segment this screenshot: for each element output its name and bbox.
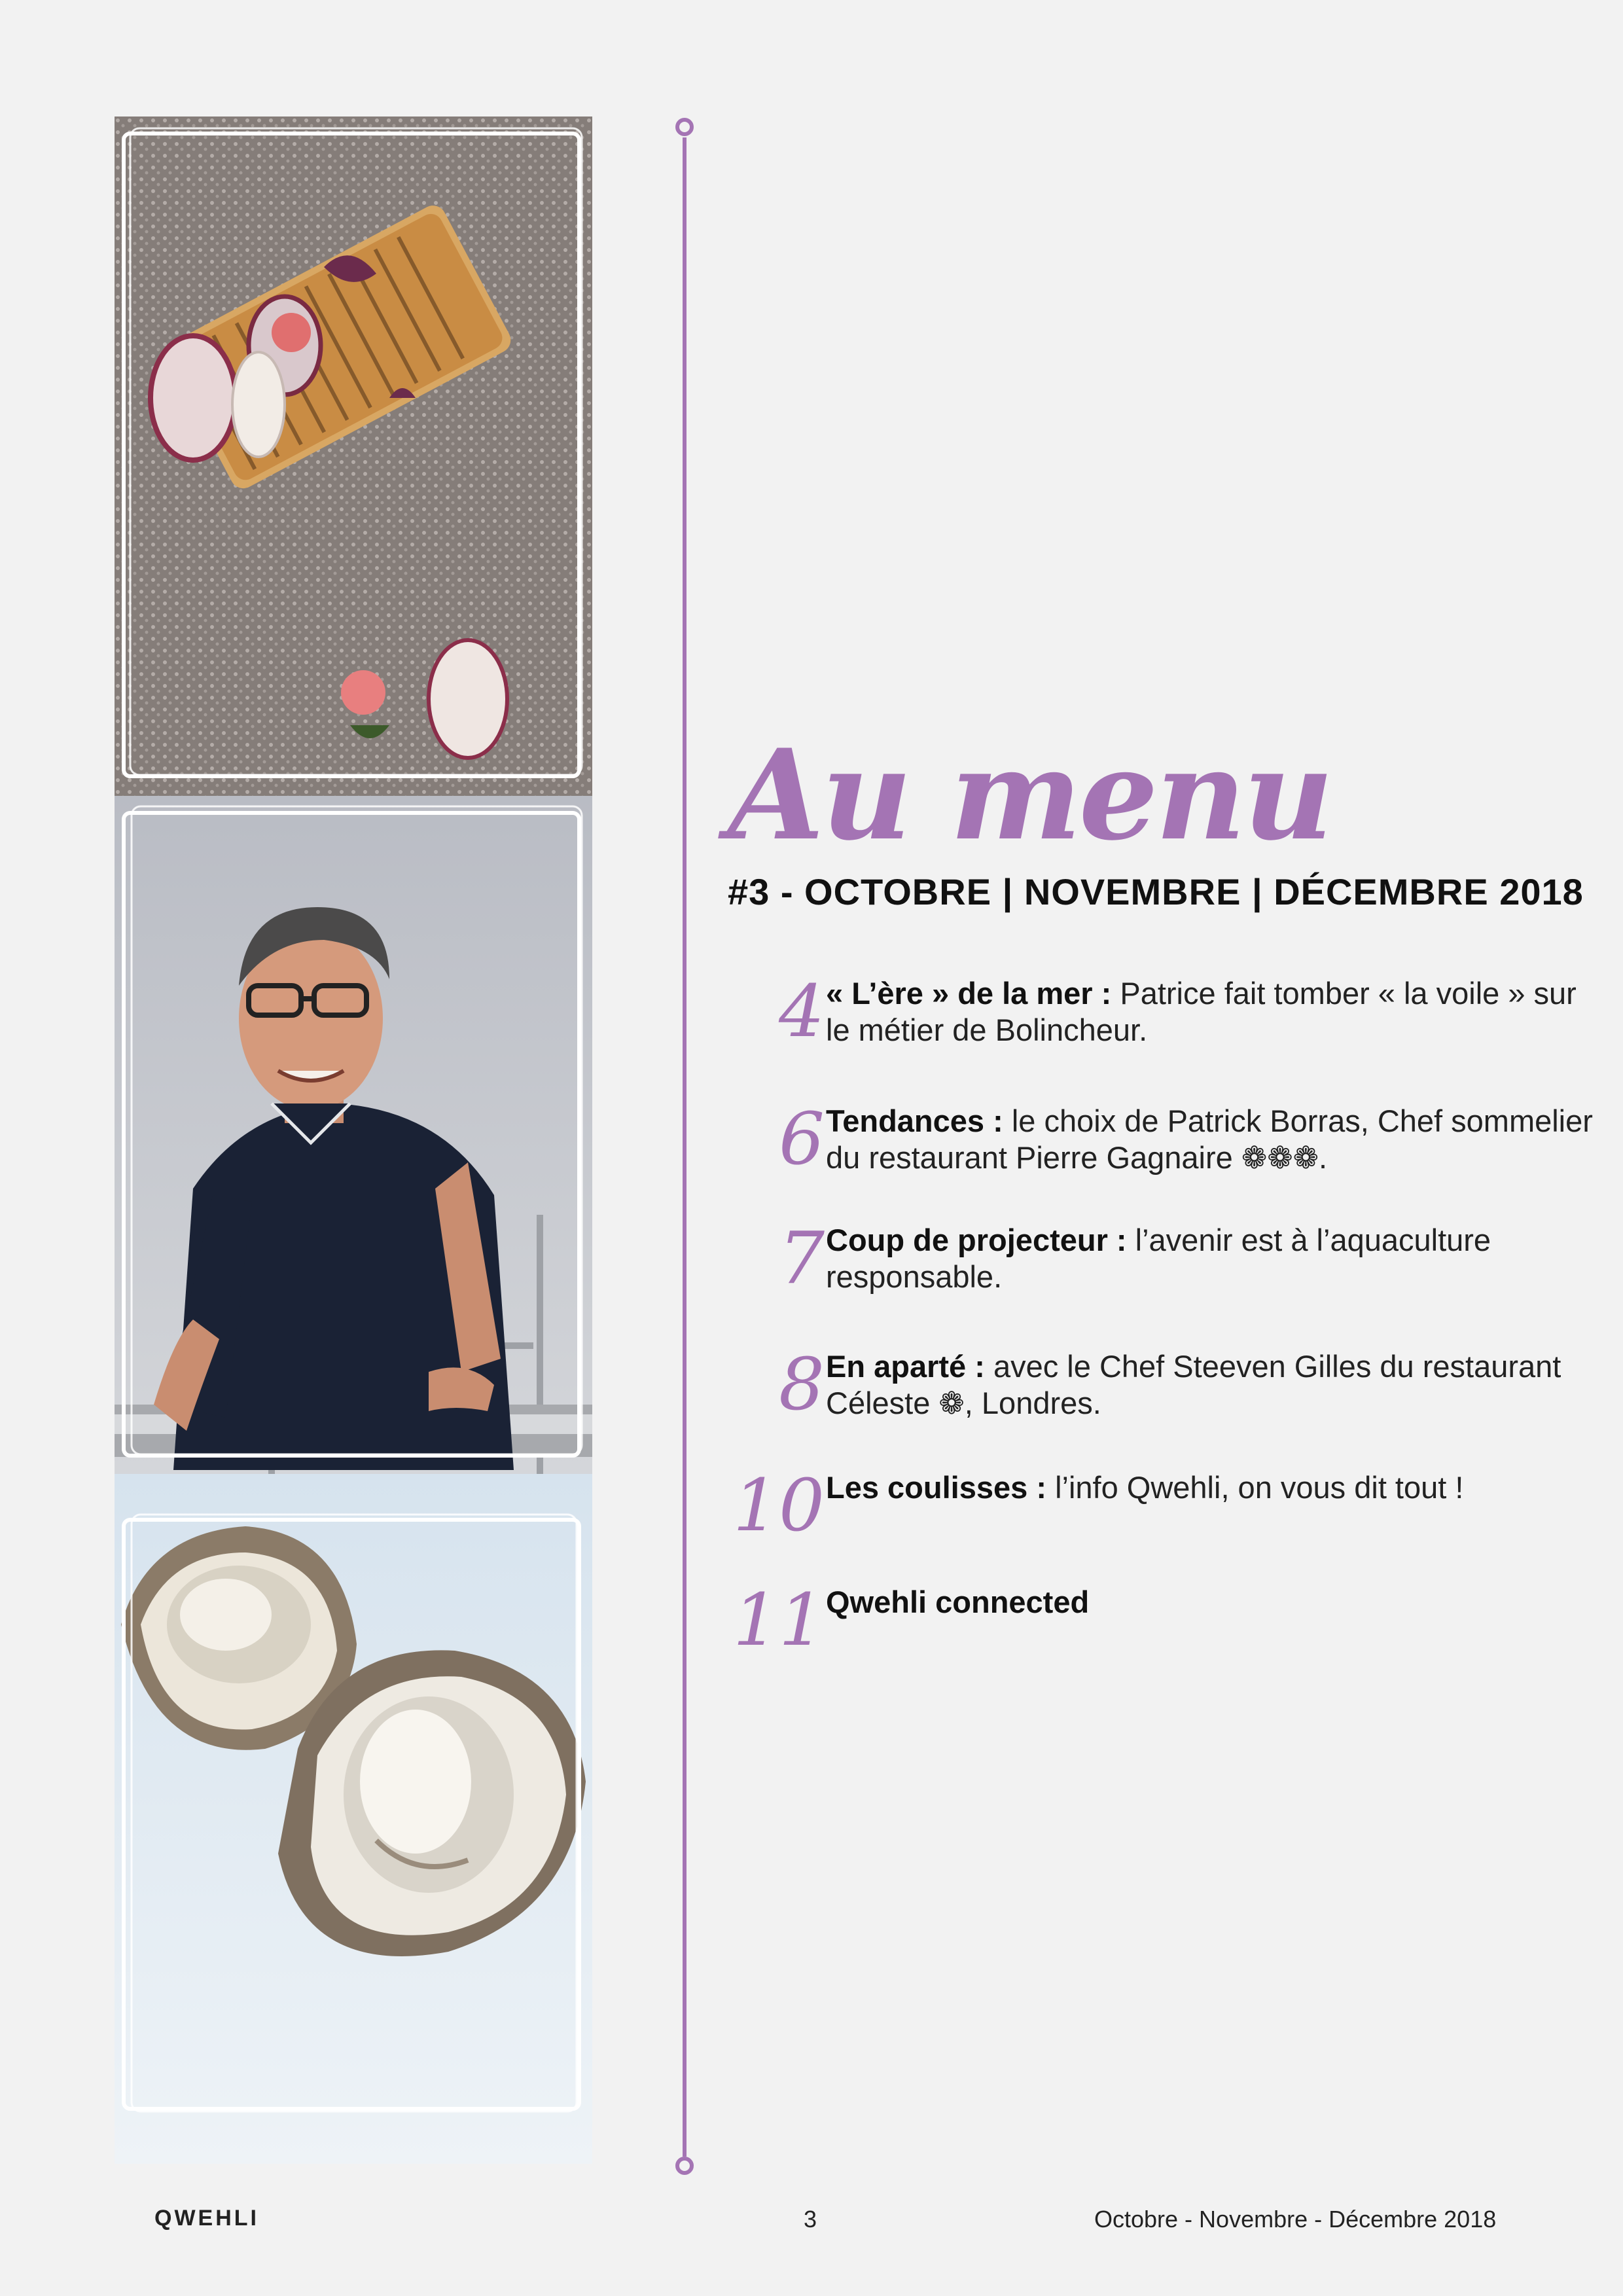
toc-item[interactable] bbox=[694, 1342, 1610, 1446]
toc-item[interactable] bbox=[694, 1216, 1610, 1320]
toc-item[interactable] bbox=[694, 1097, 1610, 1201]
toc-heading: Tendances : bbox=[826, 1103, 1003, 1138]
toc-page-number: 6 bbox=[779, 1097, 825, 1181]
photo-oysters bbox=[115, 1474, 592, 2164]
footer-page-number: 3 bbox=[804, 2206, 817, 2233]
toc-description: l’info Qwehli, on vous dit tout ! bbox=[1055, 1470, 1464, 1505]
toc-item[interactable] bbox=[694, 969, 1610, 1073]
toc-entry-text bbox=[826, 1222, 1605, 1295]
toc-entry-text bbox=[826, 1469, 1605, 1506]
toc-description: avec le Chef Steeven Gilles du restaurant Céleste ❁, Londres. bbox=[826, 1349, 1561, 1420]
toc-entry-text bbox=[826, 975, 1605, 1049]
toc-item[interactable] bbox=[694, 1463, 1610, 1568]
footer-date: Octobre - Novembre - Décembre 2018 bbox=[1094, 2206, 1497, 2233]
timeline-top-cap bbox=[675, 118, 694, 136]
toc-heading: Qwehli connected bbox=[826, 1585, 1090, 1619]
toc-page-number: 7 bbox=[779, 1216, 825, 1300]
photo-plated-dish bbox=[115, 117, 592, 796]
toc-entry-text bbox=[826, 1103, 1605, 1176]
timeline-bottom-cap bbox=[675, 2157, 694, 2175]
toc-item[interactable] bbox=[694, 1578, 1610, 1682]
toc-description: le choix de Patrick Borras, Chef sommelier du restaurant Pierre Gagnaire ❁❁❁. bbox=[826, 1103, 1593, 1175]
toc-page-number: 8 bbox=[779, 1342, 825, 1426]
toc-heading: Coup de projecteur : bbox=[826, 1223, 1127, 1257]
photo-column bbox=[115, 117, 592, 2164]
toc-description: l’avenir est à l’aquaculture responsable. bbox=[826, 1223, 1491, 1294]
toc-page-number: 10 bbox=[733, 1463, 825, 1547]
toc-entry-text bbox=[826, 1348, 1605, 1422]
toc-heading: « L’ère » de la mer : bbox=[826, 976, 1112, 1011]
toc-entry-text bbox=[826, 1584, 1605, 1621]
photo-chef-portrait bbox=[115, 796, 592, 1474]
toc-heading: En aparté : bbox=[826, 1349, 985, 1384]
toc-heading: Les coulisses : bbox=[826, 1470, 1046, 1505]
issue-subtitle: #3 - OCTOBRE | NOVEMBRE | DÉCEMBRE 2018 bbox=[728, 871, 1584, 912]
footer-logo: QWEHLI bbox=[154, 2206, 259, 2231]
toc-page-number: 4 bbox=[779, 969, 825, 1053]
page-title: Au menu bbox=[728, 722, 1331, 868]
toc-page-number: 11 bbox=[733, 1578, 825, 1662]
toc-description: Patrice fait tomber « la voile » sur le métier de Bolincheur. bbox=[826, 976, 1577, 1047]
timeline-line bbox=[683, 137, 687, 2157]
